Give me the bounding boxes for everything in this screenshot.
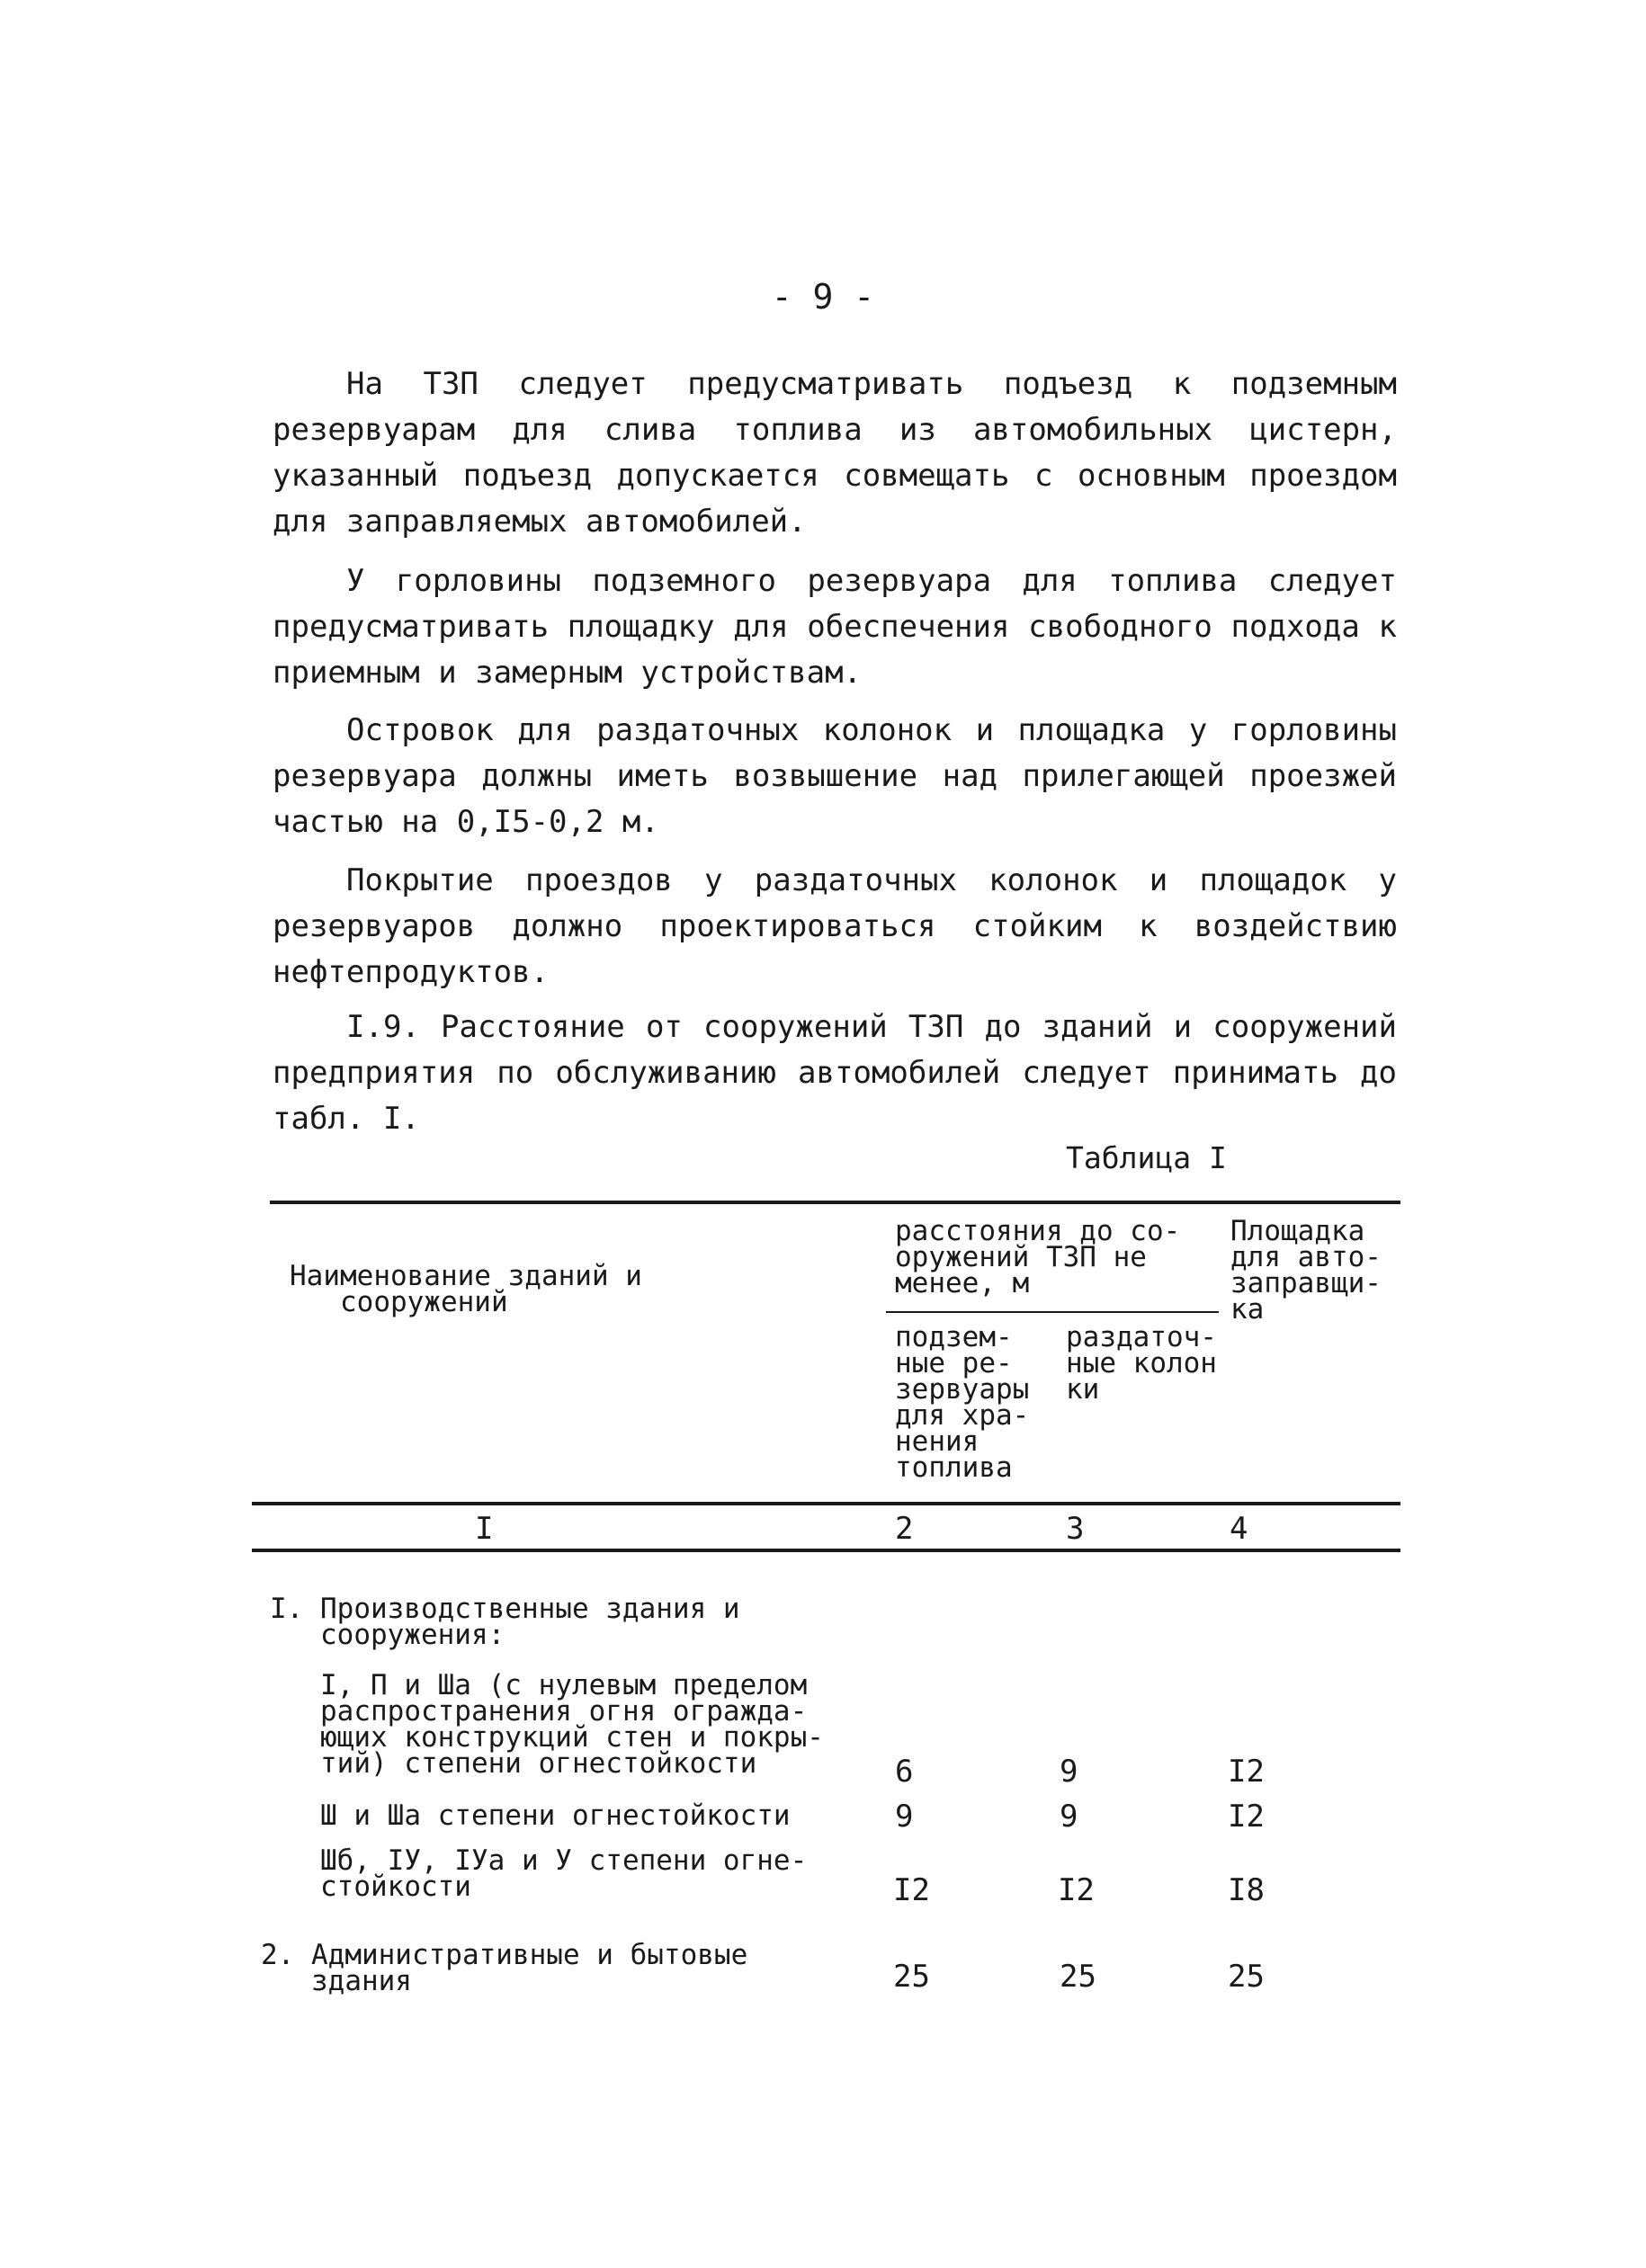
row-5-value-1: 25: [893, 1959, 930, 1995]
row-3-value-1: 9: [895, 1799, 914, 1835]
row-5-value-3: 25: [1228, 1959, 1265, 1995]
row-3-label: Ш и Ша степени огнестойкости: [320, 1799, 791, 1832]
paragraph-1: На ТЗП следует предусматривать подъезд к подземным резервуарам для слива топлива из автомобильных цистерн, указанный подъезд допускается совмещать с основным проездом для заправляемых автомобилей.: [273, 366, 1397, 540]
header-dispensers: раздаточ- ные колон ки: [1066, 1321, 1217, 1406]
row-3-value-3: I2: [1228, 1799, 1265, 1835]
row-2-value-3: I2: [1228, 1754, 1265, 1790]
table-caption: Таблица I: [1066, 1140, 1227, 1175]
header-bottom-rule: [252, 1502, 1400, 1505]
row-5-value-2: 25: [1060, 1959, 1096, 1995]
row-2-label: I, П и Ша (с нулевым пределом распространения огня огражда- ющих конструкций стен и покры- тий) степени огнестойкости: [320, 1669, 824, 1780]
column-number-4: 4: [1230, 1511, 1248, 1547]
paragraph-5: I.9. Расстояние от сооружений ТЗП до зданий и сооружений предприятия по обслуживанию автомобилей следует принимать до табл. I.: [273, 1009, 1397, 1137]
row-4-value-1: I2: [893, 1872, 930, 1908]
table-top-rule: [270, 1201, 1400, 1204]
row-2-value-1: 6: [895, 1754, 914, 1790]
row-4-label: Шб, IУ, IУа и У степени огне- стойкости: [320, 1844, 808, 1903]
header-name: Наименование зданий и сооружений: [290, 1260, 642, 1318]
header-platform: Площадка для авто- заправщи- ка: [1230, 1215, 1382, 1326]
row-3-value-2: 9: [1060, 1799, 1078, 1835]
paragraph-4: Покрытие проездов у раздаточных колонок и площадок у резервуаров должно проектироваться стойким к воздействию нефтепродуктов.: [273, 862, 1397, 990]
paragraph-3: Островок для раздаточных колонок и площадка у горловины резервуара должны иметь возвышение над прилегающей проезжей частью на 0,I5-0,2 м.: [273, 712, 1397, 840]
page-number: - 9 -: [771, 277, 875, 317]
header-distance-group: расстояния до со- оружений ТЗП не менее, м: [895, 1215, 1181, 1299]
numbers-bottom-rule: [252, 1549, 1400, 1552]
row-1-label: I. Производственные здания и сооружения:: [270, 1593, 740, 1651]
row-4-value-2: I2: [1058, 1872, 1095, 1908]
header-inner-rule: [886, 1311, 1219, 1313]
row-4-value-3: I8: [1228, 1872, 1265, 1908]
column-number-2: 2: [895, 1511, 914, 1547]
row-5-label: 2. Административные и бытовые здания: [261, 1939, 748, 1997]
row-2-value-2: 9: [1060, 1754, 1078, 1790]
column-number-3: 3: [1066, 1511, 1085, 1547]
header-underground: подзем- ные ре- зервуары для хра- нения топлива: [895, 1321, 1030, 1484]
paragraph-2: У горловины подземного резервуара для топлива следует предусматривать площадку для обеспечения свободного подхода к приемным и замерным устройствам.: [273, 563, 1397, 691]
column-number-1: I: [475, 1511, 494, 1547]
